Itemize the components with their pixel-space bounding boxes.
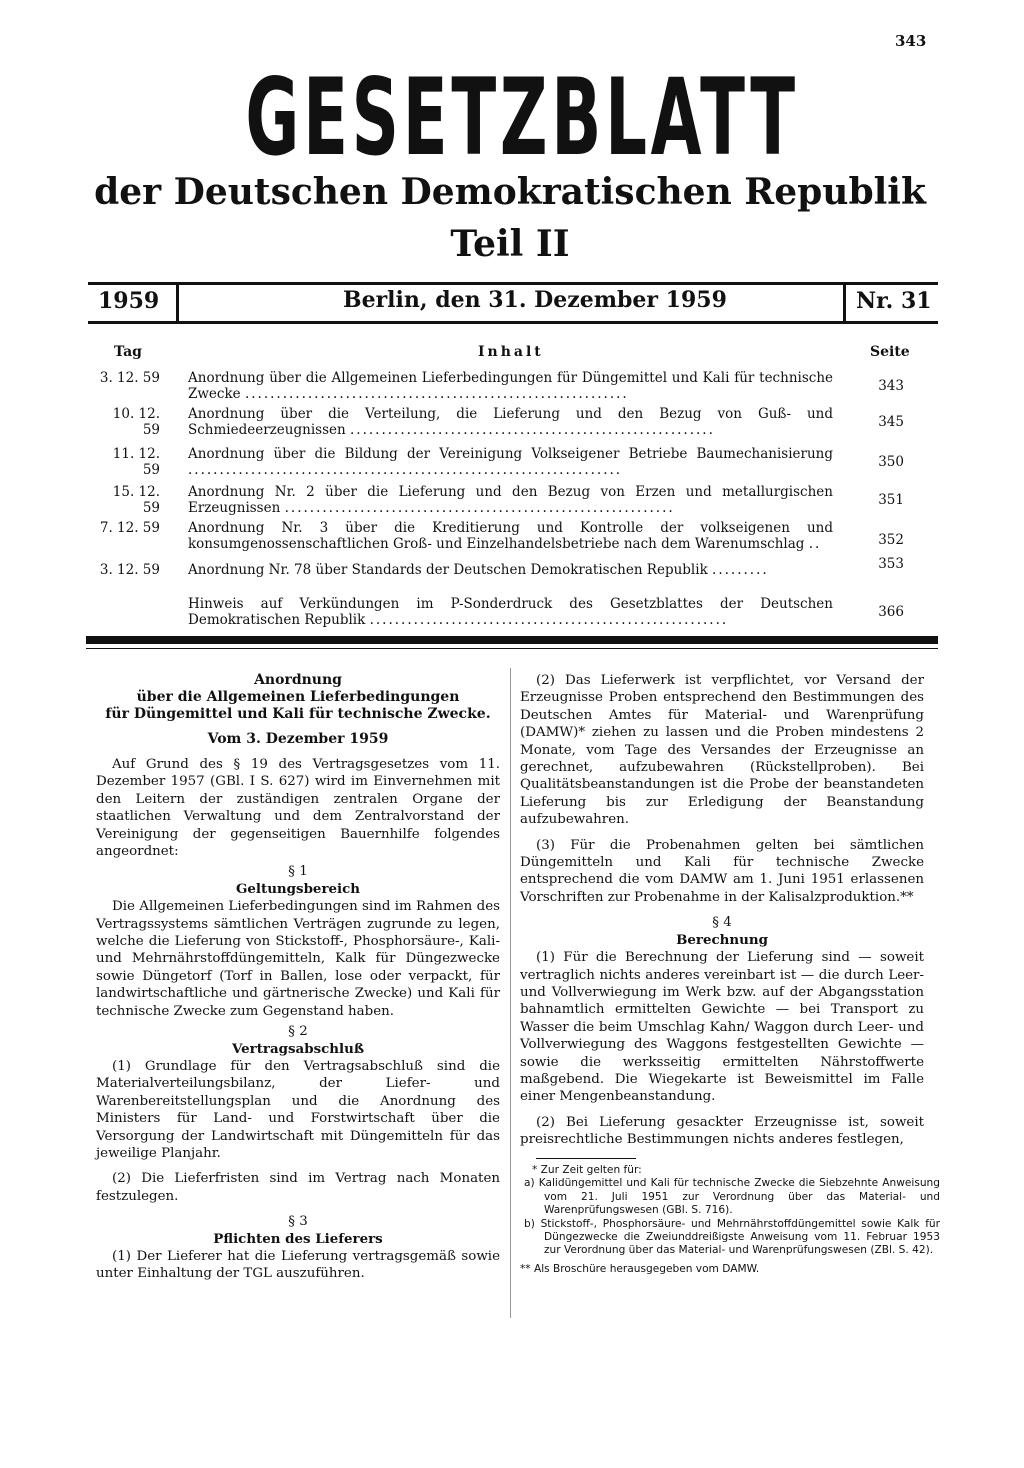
masthead-subtitle: der Deutschen Demokratischen Republik <box>94 171 926 213</box>
section-2-paragraph-2: (2) Die Lieferfristen sind im Vertrag nach Monaten festzulegen. <box>96 1171 500 1204</box>
toc-entry-title: Anordnung über die Allgemeinen Lieferbedingungen für Düngemittel und Kali für technische Zwecke ............................................................. <box>188 370 833 402</box>
section-3-paragraph-2: (2) Das Lieferwerk ist verpflichtet, vor Versand der Erzeugnisse Proben entsprechend den Bestimmungen des Deutschen Amtes für Material- und Warenprüfung (DAMW)* ziehen zu lassen und die Proben mindestens 2 Monate, vom Tage des Versandes der Erzeugnisse an gerechnet, aufzubewahren (Rückstellproben). Bei Qualitätsbeanstandungen ist die Probe der beanstandeten Lieferung bis zur Erledigung der Beanstandung aufzubewahren. <box>520 673 924 828</box>
toc-entry-date: 3. 12. 59 <box>99 562 160 578</box>
section-1-title: Geltungsbereich <box>235 880 361 897</box>
footnote-double-star: ** Als Broschüre herausgegeben vom DAMW. <box>520 1262 760 1275</box>
section-3-number: § 3 <box>288 1214 308 1230</box>
toc-entry-date: 10. 12. 59 <box>112 406 160 438</box>
issue-number: Nr. 31 <box>856 288 932 314</box>
article-column-right <box>520 672 924 1149</box>
article-heading: Anordnung <box>254 672 342 688</box>
section-4-number: § 4 <box>712 915 732 931</box>
toc-bottom-rule-thick <box>86 636 938 644</box>
issue-bar <box>88 282 938 324</box>
footnote-b: b) Stickstoff-, Phosphorsäure- und Mehrnährstoffdüngemittel sowie Kalk für Düngezwecke die Zweiunddreißigste Anweisung vom 11. Februar 1953 zur Verordnung über das Material- und Warenprüfungswesen (ZBl. S. 42). <box>524 1217 940 1257</box>
toc-entry-title: Anordnung über die Verteilung, die Lieferung und den Bezug von Guß- und Schmiedeerzeugnissen .......................................................... <box>188 406 833 438</box>
toc-entry-page: 352 <box>878 532 904 548</box>
section-1-number: § 1 <box>288 864 308 880</box>
issue-bar-divider-left <box>176 282 179 324</box>
issue-date: Berlin, den 31. Dezember 1959 <box>343 287 727 313</box>
footnotes <box>520 1164 940 1276</box>
toc-entry-page: 343 <box>878 378 904 394</box>
toc-entry-title: Anordnung Nr. 78 über Standards der Deutschen Demokratischen Republik ......... <box>188 562 769 578</box>
section-4-title: Berechnung <box>676 931 768 948</box>
toc-header-page: Seite <box>870 344 910 360</box>
toc-entry-page: 351 <box>878 492 904 508</box>
footnote-intro: * Zur Zeit gelten für: <box>532 1164 642 1176</box>
article-column-left <box>96 672 500 1283</box>
toc-entry-title: Anordnung Nr. 3 über die Kreditierung und Kontrolle der volkseigenen und konsumgenossenschaftlichen Groß- und Einzelhandelsbetriebe nach dem Warenumschlag .. <box>188 520 833 552</box>
toc-entry-page: 366 <box>878 604 904 620</box>
issue-year: 1959 <box>98 288 160 314</box>
issue-bar-divider-right <box>843 282 846 324</box>
section-2-number: § 2 <box>288 1024 308 1040</box>
toc-entry-title: Anordnung über die Bildung der Vereinigung Volkseigener Betriebe Baumechanisierung ..................................................................... <box>188 446 833 478</box>
toc-header-title: Inhalt <box>478 344 544 360</box>
section-4-paragraph-2: (2) Bei Lieferung gesackter Erzeugnisse ist, soweit preisrechtliche Bestimmungen nichts anderes festlegen, <box>520 1114 924 1148</box>
section-2-title: Vertragsabschluß <box>231 1040 365 1057</box>
footnote-rule <box>536 1158 636 1159</box>
masthead-title: GESETZBLATT <box>245 56 799 179</box>
toc-entry-date: 7. 12. 59 <box>99 520 160 536</box>
toc-entry-page: 350 <box>878 454 904 470</box>
article-title-line-1: über die Allgemeinen Lieferbedingungen <box>136 689 460 705</box>
article-title-line-2: für Düngemittel und Kali für technische Zwecke. <box>105 706 491 722</box>
toc-header-date: Tag <box>114 344 142 360</box>
toc-entry-page: 345 <box>878 414 904 430</box>
toc-entry-date: 3. 12. 59 <box>99 370 160 386</box>
toc-entry-date: 11. 12. 59 <box>112 446 160 478</box>
article-date: Vom 3. Dezember 1959 <box>207 731 389 747</box>
section-3-paragraph-3: (3) Für die Probenahmen gelten bei sämtlichen Düngemitteln und Kali für technische Zwecke entsprechend die vom DAMW am 1. Juni 1951 erlassenen Vorschriften zur Probenahme in der Kalisalzproduktion.** <box>520 837 924 905</box>
part-label: Teil II <box>450 223 570 265</box>
toc-entry-title: Anordnung Nr. 2 über die Lieferung und den Bezug von Erzen und metallurgischen Erzeugnissen .............................................................. <box>188 484 833 516</box>
section-3-title: Pflichten des Lieferers <box>213 1230 383 1247</box>
toc-bottom-rule-thin <box>86 648 938 649</box>
toc-entry-date: 15. 12. 59 <box>112 484 160 516</box>
footnote-a: a) Kalidüngemittel und Kali für technische Zwecke die Siebzehnte Anweisung vom 21. Juli 1951 zur Verordnung über das Material- und Warenprüfungswesen (GBl. S. 716). <box>524 1177 940 1217</box>
section-3-paragraph-1: (1) Der Lieferer hat die Lieferung vertragsgemäß sowie unter Einhaltung der TGL auszuführen. <box>96 1248 500 1282</box>
issue-bar-bottom-rule <box>88 321 938 324</box>
section-1-text: Die Allgemeinen Lieferbedingungen sind im Rahmen des Vertragssystems sämtlichen Verträgen zugrunde zu legen, welche die Lieferung von Stickstoff-, Phosphorsäure-, Kali- und Mehrnährstoffdüngemitteln, Kalk für Düngezwecke sowie Düngetorf (Torf in Ballen, lose oder verpackt, für landwirtschaftliche und gärtnerische Zwecke) und Kali für technische Zwecke zum Gegenstand haben. <box>96 899 500 1019</box>
section-2-paragraph-1: (1) Grundlage für den Vertragsabschluß sind die Materialverteilungsbilanz, der Liefer- und Warenbereitstellungsplan und die Anordnung des Ministers für Land- und Forstwirtschaft über die Versorgung der Landwirtschaft mit Düngemitteln für das jeweilige Planjahr. <box>96 1058 500 1161</box>
section-4-paragraph-1: (1) Für die Berechnung der Lieferung sind — soweit vertraglich nichts anderes vereinbart ist — die durch Leer- und Vollverwiegung im Werk bzw. auf der Abgangsstation bahnamtlich ermittelten Gewichte — bei Transport zu Wasser die beim Umschlag Kahn/ Waggon durch Leer- und Vollverwiegung des Waggons festgestellten Gewichte — sowie die werksseitig ermittelten Nährstoffwerte maßgebend. Die Wiegekarte ist Beweismittel im Falle einer Mengenbeanstandung. <box>520 950 924 1105</box>
issue-bar-top-rule <box>88 282 938 285</box>
article-preamble: Auf Grund des § 19 des Vertragsgesetzes vom 11. Dezember 1957 (GBl. I S. 627) wird im Einvernehmen mit den Leitern der zuständigen zentralen Organe der staatlichen Verwaltung und dem Zentralvorstand der Vereinigung der gegenseitigen Bauernhilfe folgendes angeordnet: <box>96 757 500 860</box>
toc-entry-page: 353 <box>878 556 904 572</box>
page-number: 343 <box>895 32 927 50</box>
toc-entry-title: Hinweis auf Verkündungen im P-Sonderdruck des Gesetzblattes der Deutschen Demokratischen Republik ......................................................... <box>188 596 833 628</box>
column-divider <box>510 668 511 1318</box>
